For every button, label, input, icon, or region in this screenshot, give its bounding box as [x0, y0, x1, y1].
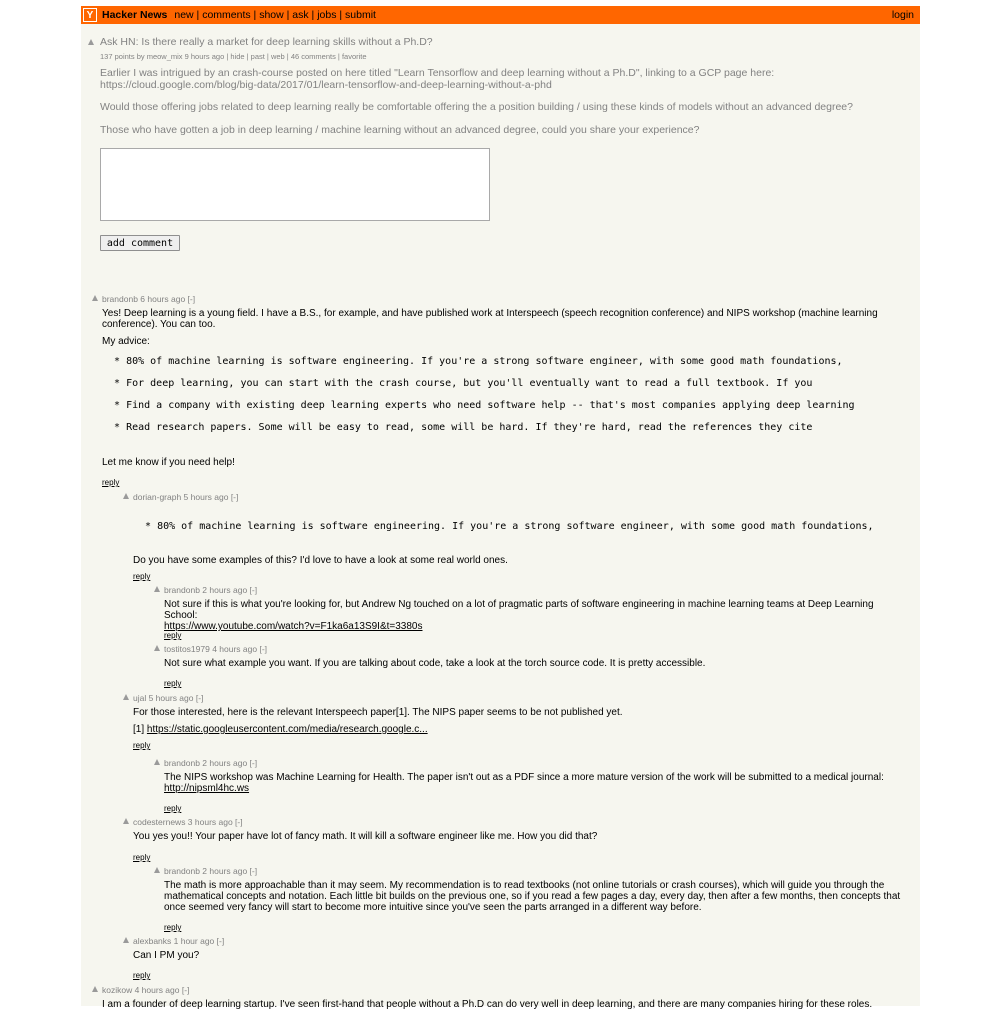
reply-link[interactable]: reply [164, 923, 182, 932]
comment-paragraph: You yes you!! Your paper have lot of fancy math. It will kill a software engineer like me. How you did that? [133, 831, 598, 842]
comment-text [164, 772, 909, 794]
comment-link[interactable]: https://www.youtube.com/watch?v=F1ka6a13S9I&t=3380s [164, 621, 423, 632]
comment-paragraph: Not sure if this is what you're looking for, but Andrew Ng touched on a lot of pragmatic parts of software engineering in machine learning teams at Deep Learning School: [164, 599, 874, 621]
comment-paragraph: The math is more approachable than it may seem. My recommendation is to read textbooks (not online tutorials or crash courses), which will guide you through the mathematical concepts and notation. Each little bit builds on the previous one, so if you read a few pages a day, every day, then after a few months, then concepts that once seemed very fancy will start to become more intuitive since you've seen the parts arranged in a different way before. [164, 880, 901, 913]
nav-new[interactable]: new [174, 9, 194, 21]
upvote-arrow-icon[interactable] [123, 937, 129, 943]
reply-link[interactable]: reply [133, 971, 151, 980]
comment-paragraph: Can I PM you? [133, 950, 200, 961]
comment-paragraph: I am a founder of deep learning startup. I've seen first-hand that people without a Ph.D can do very well in deep learning, and there are many companies hiring for these roles. [102, 999, 873, 1010]
code-line: * 80% of machine learning is software engineering. If you're a strong software engineer, with some good math foundations, [133, 521, 874, 532]
nav-submit[interactable]: submit [345, 9, 376, 21]
code-line: * Find a company with existing deep learning experts who need software help -- that's most companies applying deep learning [102, 400, 855, 411]
comment-header[interactable]: brandonb 2 hours ago [-] [164, 585, 258, 595]
comment-text [164, 599, 909, 632]
reply-link[interactable]: reply [133, 572, 151, 581]
upvote-arrow-icon[interactable] [154, 759, 160, 765]
upvote-arrow-icon[interactable] [88, 39, 94, 45]
nav-separator: | [336, 9, 346, 21]
nav-jobs[interactable]: jobs [317, 9, 337, 21]
story-text-paragraph: Those who have gotten a job in deep learning / machine learning without an advanced degree, could you share your experience? [100, 124, 700, 136]
nav-separator: | [250, 9, 260, 21]
comment-text [133, 950, 908, 961]
comment-header[interactable]: ujal 5 hours ago [-] [133, 693, 204, 703]
comment-code-block [133, 521, 874, 533]
login-link[interactable]: login [891, 9, 914, 21]
y-logo-icon[interactable]: Y [83, 8, 97, 22]
reply-link[interactable]: reply [164, 679, 182, 688]
story-text-paragraph: Earlier I was intrigued by an crash-course posted on here titled "Learn Tensorflow and deep learning without a Ph.D", linking to a GCP page here: https://cloud.google.com/blog/big-data/2017/01/learn-tensorflow-and-deep-learning-without-a-phd [100, 67, 775, 91]
comment-text [164, 658, 909, 669]
reply-link[interactable]: reply [133, 741, 151, 750]
comment-text [102, 308, 907, 330]
comment-code-block [102, 400, 855, 412]
reply-link[interactable]: reply [102, 478, 120, 487]
upvote-arrow-icon[interactable] [154, 586, 160, 592]
main-nav [174, 9, 376, 21]
comment-paragraph: For those interested, here is the relevant Interspeech paper[1]. The NIPS paper seems to be not published yet. [133, 707, 623, 718]
comment-text [164, 880, 909, 913]
comment-code-block [102, 422, 813, 434]
comment-paragraph: Yes! Deep learning is a young field. I have a B.S., for example, and have published work at Interspeech (speech recognition conference) and NIPS workshop (machine learning conference). You can too. [102, 308, 878, 330]
comment-header[interactable]: kozikow 4 hours ago [-] [102, 985, 190, 995]
comment-text [102, 457, 907, 468]
reply-link[interactable]: reply [164, 631, 182, 640]
reference-label: [1] [133, 724, 147, 735]
comment-code-block [102, 378, 813, 390]
upvote-arrow-icon[interactable] [154, 867, 160, 873]
reply-link[interactable]: reply [133, 853, 151, 862]
top-bar [81, 6, 920, 24]
nav-separator: | [283, 9, 293, 21]
comment-paragraph: Not sure what example you want. If you are talking about code, take a look at the torch source code. It is pretty accessible. [164, 658, 706, 669]
reply-link[interactable]: reply [164, 804, 182, 813]
story-subtext[interactable]: 137 points by meow_mix 9 hours ago | hide | past | web | 46 comments | favorite [100, 52, 367, 61]
comment-text [102, 999, 907, 1010]
comment-text [133, 707, 908, 718]
comment-text [133, 724, 908, 735]
upvote-arrow-icon[interactable] [123, 493, 129, 499]
nav-show[interactable]: show [259, 9, 284, 21]
upvote-arrow-icon[interactable] [123, 694, 129, 700]
upvote-arrow-icon[interactable] [123, 818, 129, 824]
page [81, 6, 920, 1010]
upvote-arrow-icon[interactable] [92, 986, 98, 992]
nav-comments[interactable]: comments [202, 9, 251, 21]
code-line: * For deep learning, you can start with the crash course, but you'll eventually want to read a full textbook. If you [102, 378, 813, 389]
code-line: * 80% of machine learning is software engineering. If you're a strong software engineer, with some good math foundations, [102, 356, 843, 367]
comment-text [133, 831, 908, 842]
comment-textarea[interactable] [100, 148, 490, 221]
comment-header[interactable]: codesternews 3 hours ago [-] [133, 817, 243, 827]
comment-text [102, 336, 907, 347]
comment-paragraph: Let me know if you need help! [102, 457, 235, 468]
story-title[interactable]: Ask HN: Is there really a market for deep learning skills without a Ph.D? [100, 36, 433, 48]
comment-header[interactable]: dorian-graph 5 hours ago [-] [133, 492, 239, 502]
comment-paragraph: My advice: [102, 336, 150, 347]
comment-header[interactable]: brandonb 2 hours ago [-] [164, 866, 258, 876]
comment-code-block [102, 356, 843, 368]
comment-header[interactable]: alexbanks 1 hour ago [-] [133, 936, 225, 946]
nav-ask[interactable]: ask [292, 9, 309, 21]
comment-header[interactable]: brandonb 6 hours ago [-] [102, 294, 196, 304]
story-text-paragraph: Would those offering jobs related to deep learning really be comfortable offering the a position building / using these kinds of models without an advanced degree? [100, 101, 853, 113]
upvote-arrow-icon[interactable] [92, 295, 98, 301]
comment-header[interactable]: tostitos1979 4 hours ago [-] [164, 644, 268, 654]
comment-paragraph: The NIPS workshop was Machine Learning for Health. The paper isn't out as a PDF since a more mature version of the work will be submitted to a medical journal: [164, 772, 884, 783]
nav-separator: | [308, 9, 318, 21]
comment-link[interactable]: https://static.googleusercontent.com/media/research.google.c... [146, 724, 428, 735]
upvote-arrow-icon[interactable] [154, 645, 160, 651]
comment-link[interactable]: http://nipsml4hc.ws [164, 783, 250, 794]
add-comment-button[interactable]: add comment [100, 235, 180, 251]
site-name[interactable]: Hacker News [102, 9, 168, 21]
nav-separator: | [193, 9, 203, 21]
comment-header[interactable]: brandonb 2 hours ago [-] [164, 758, 258, 768]
code-line: * Read research papers. Some will be easy to read, some will be hard. If they're hard, read the references they cite [102, 422, 813, 433]
comment-paragraph: Do you have some examples of this? I'd love to have a look at some real world ones. [133, 555, 508, 566]
comment-text [133, 555, 908, 566]
